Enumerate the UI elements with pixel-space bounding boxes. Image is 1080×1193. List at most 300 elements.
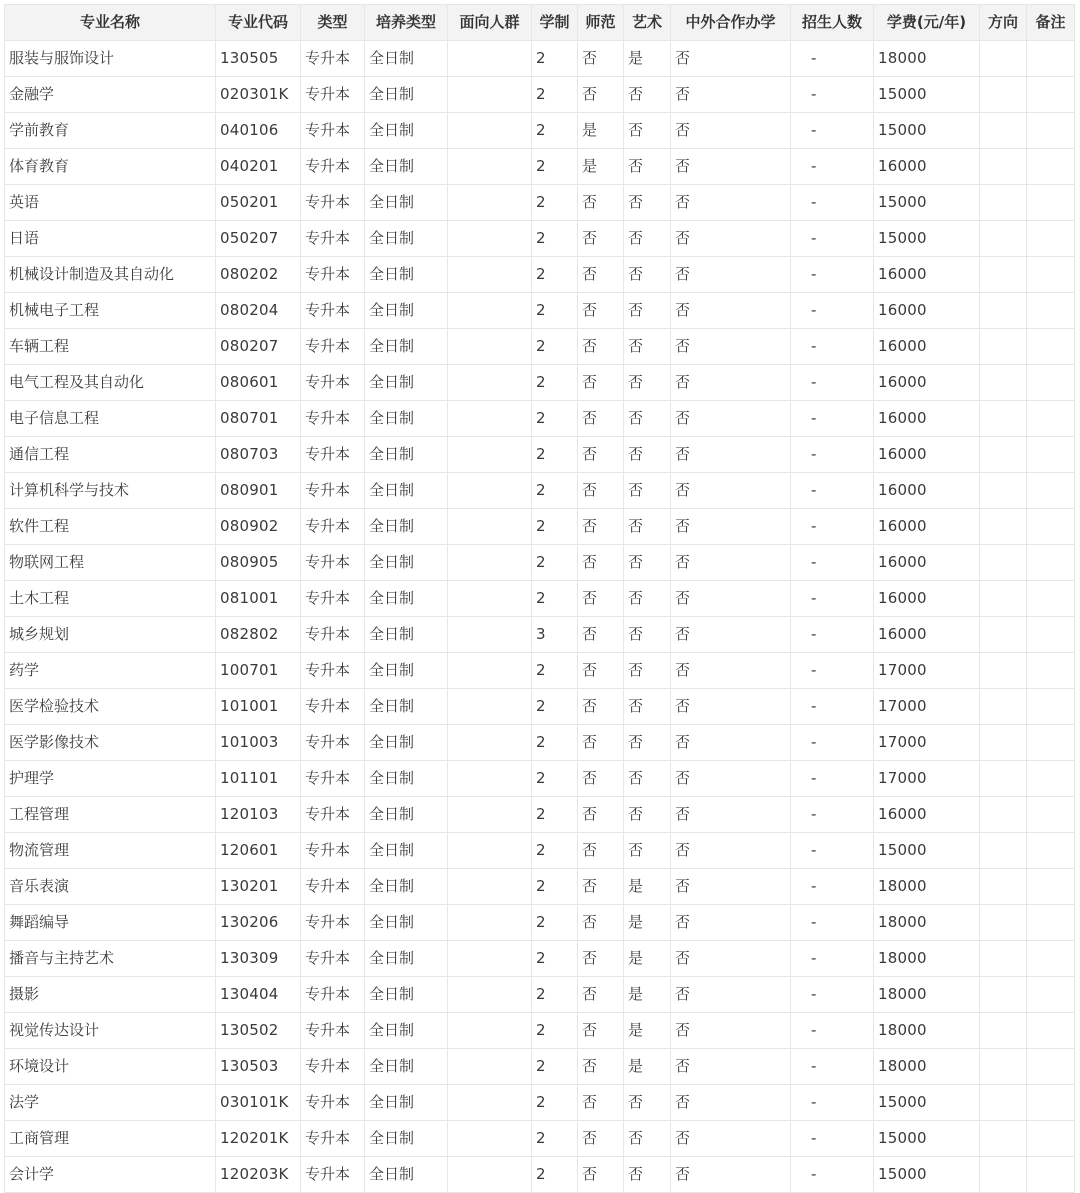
art-cell: 否 (624, 437, 671, 473)
direction-cell (980, 185, 1027, 221)
header-normal: 师范 (578, 5, 624, 41)
table-header (5, 5, 1075, 41)
major-name-cell: 电气工程及其自动化 (5, 365, 216, 401)
table-row (5, 185, 1075, 221)
direction-cell (980, 941, 1027, 977)
major-code-cell: 080601 (216, 365, 301, 401)
duration-cell: 2 (532, 833, 578, 869)
normal-cell: 否 (578, 545, 624, 581)
joint-program-cell: 否 (671, 869, 791, 905)
target-group-cell (448, 1121, 532, 1157)
table-row (5, 617, 1075, 653)
target-group-cell (448, 653, 532, 689)
remarks-cell (1027, 221, 1075, 257)
joint-program-cell: 否 (671, 1013, 791, 1049)
remarks-cell (1027, 1085, 1075, 1121)
art-cell: 否 (624, 257, 671, 293)
art-cell: 否 (624, 365, 671, 401)
direction-cell (980, 365, 1027, 401)
normal-cell: 否 (578, 797, 624, 833)
direction-cell (980, 293, 1027, 329)
duration-cell: 2 (532, 293, 578, 329)
normal-cell: 否 (578, 41, 624, 77)
target-group-cell (448, 905, 532, 941)
art-cell: 否 (624, 185, 671, 221)
enrollment-cell: - (791, 221, 874, 257)
major-name-cell: 环境设计 (5, 1049, 216, 1085)
training-type-cell: 全日制 (365, 689, 448, 725)
remarks-cell (1027, 725, 1075, 761)
remarks-cell (1027, 473, 1075, 509)
art-cell: 是 (624, 41, 671, 77)
table-body (5, 41, 1075, 1193)
enrollment-cell: - (791, 941, 874, 977)
target-group-cell (448, 761, 532, 797)
direction-cell (980, 725, 1027, 761)
target-group-cell (448, 257, 532, 293)
direction-cell (980, 689, 1027, 725)
normal-cell: 否 (578, 977, 624, 1013)
header-joint-program: 中外合作办学 (671, 5, 791, 41)
enrollment-cell: - (791, 689, 874, 725)
type-cell: 专升本 (301, 1013, 365, 1049)
major-name-cell: 学前教育 (5, 113, 216, 149)
major-name-cell: 法学 (5, 1085, 216, 1121)
remarks-cell (1027, 149, 1075, 185)
type-cell: 专升本 (301, 941, 365, 977)
target-group-cell (448, 833, 532, 869)
duration-cell: 2 (532, 473, 578, 509)
type-cell: 专升本 (301, 113, 365, 149)
target-group-cell (448, 41, 532, 77)
duration-cell: 2 (532, 365, 578, 401)
target-group-cell (448, 725, 532, 761)
major-code-cell: 120103 (216, 797, 301, 833)
type-cell: 专升本 (301, 833, 365, 869)
art-cell: 否 (624, 1121, 671, 1157)
target-group-cell (448, 329, 532, 365)
type-cell: 专升本 (301, 725, 365, 761)
major-name-cell: 计算机科学与技术 (5, 473, 216, 509)
header-art: 艺术 (624, 5, 671, 41)
type-cell: 专升本 (301, 1085, 365, 1121)
joint-program-cell: 否 (671, 509, 791, 545)
duration-cell: 2 (532, 941, 578, 977)
target-group-cell (448, 509, 532, 545)
duration-cell: 2 (532, 725, 578, 761)
remarks-cell (1027, 905, 1075, 941)
type-cell: 专升本 (301, 761, 365, 797)
target-group-cell (448, 1085, 532, 1121)
header-remarks: 备注 (1027, 5, 1075, 41)
training-type-cell: 全日制 (365, 509, 448, 545)
art-cell: 否 (624, 401, 671, 437)
duration-cell: 2 (532, 149, 578, 185)
joint-program-cell: 否 (671, 653, 791, 689)
target-group-cell (448, 149, 532, 185)
target-group-cell (448, 977, 532, 1013)
tuition-cell: 18000 (874, 941, 980, 977)
tuition-cell: 18000 (874, 905, 980, 941)
table-row (5, 221, 1075, 257)
type-cell: 专升本 (301, 1157, 365, 1193)
target-group-cell (448, 365, 532, 401)
header-enrollment: 招生人数 (791, 5, 874, 41)
joint-program-cell: 否 (671, 797, 791, 833)
joint-program-cell: 否 (671, 329, 791, 365)
type-cell: 专升本 (301, 437, 365, 473)
normal-cell: 否 (578, 293, 624, 329)
major-code-cell: 081001 (216, 581, 301, 617)
header-major-name: 专业名称 (5, 5, 216, 41)
major-name-cell: 舞蹈编导 (5, 905, 216, 941)
joint-program-cell: 否 (671, 761, 791, 797)
duration-cell: 2 (532, 689, 578, 725)
tuition-cell: 16000 (874, 365, 980, 401)
direction-cell (980, 581, 1027, 617)
art-cell: 否 (624, 833, 671, 869)
major-name-cell: 会计学 (5, 1157, 216, 1193)
target-group-cell (448, 941, 532, 977)
normal-cell: 否 (578, 185, 624, 221)
enrollment-cell: - (791, 365, 874, 401)
enrollment-cell: - (791, 77, 874, 113)
enrollment-cell: - (791, 509, 874, 545)
joint-program-cell: 否 (671, 833, 791, 869)
table-row (5, 797, 1075, 833)
joint-program-cell: 否 (671, 113, 791, 149)
direction-cell (980, 1013, 1027, 1049)
type-cell: 专升本 (301, 977, 365, 1013)
remarks-cell (1027, 401, 1075, 437)
table-row (5, 365, 1075, 401)
header-row (5, 5, 1075, 41)
type-cell: 专升本 (301, 509, 365, 545)
art-cell: 否 (624, 329, 671, 365)
enrollment-cell: - (791, 257, 874, 293)
tuition-cell: 16000 (874, 617, 980, 653)
major-code-cell: 080701 (216, 401, 301, 437)
training-type-cell: 全日制 (365, 437, 448, 473)
enrollment-cell: - (791, 545, 874, 581)
art-cell: 否 (624, 113, 671, 149)
remarks-cell (1027, 437, 1075, 473)
target-group-cell (448, 1013, 532, 1049)
joint-program-cell: 否 (671, 1085, 791, 1121)
tuition-cell: 15000 (874, 1085, 980, 1121)
joint-program-cell: 否 (671, 941, 791, 977)
major-code-cell: 100701 (216, 653, 301, 689)
direction-cell (980, 509, 1027, 545)
joint-program-cell: 否 (671, 977, 791, 1013)
target-group-cell (448, 1157, 532, 1193)
training-type-cell: 全日制 (365, 473, 448, 509)
table-row (5, 833, 1075, 869)
remarks-cell (1027, 1049, 1075, 1085)
enrollment-cell: - (791, 113, 874, 149)
direction-cell (980, 113, 1027, 149)
enrollment-cell: - (791, 833, 874, 869)
type-cell: 专升本 (301, 689, 365, 725)
tuition-cell: 15000 (874, 833, 980, 869)
target-group-cell (448, 689, 532, 725)
training-type-cell: 全日制 (365, 833, 448, 869)
art-cell: 是 (624, 941, 671, 977)
major-code-cell: 080207 (216, 329, 301, 365)
direction-cell (980, 617, 1027, 653)
joint-program-cell: 否 (671, 365, 791, 401)
tuition-cell: 18000 (874, 41, 980, 77)
target-group-cell (448, 113, 532, 149)
major-name-cell: 软件工程 (5, 509, 216, 545)
major-name-cell: 机械设计制造及其自动化 (5, 257, 216, 293)
direction-cell (980, 869, 1027, 905)
major-name-cell: 音乐表演 (5, 869, 216, 905)
target-group-cell (448, 221, 532, 257)
enrollment-cell: - (791, 1121, 874, 1157)
direction-cell (980, 473, 1027, 509)
target-group-cell (448, 473, 532, 509)
type-cell: 专升本 (301, 1049, 365, 1085)
major-name-cell: 工程管理 (5, 797, 216, 833)
header-major-code: 专业代码 (216, 5, 301, 41)
art-cell: 否 (624, 797, 671, 833)
enrollment-cell: - (791, 401, 874, 437)
major-code-cell: 080202 (216, 257, 301, 293)
tuition-cell: 16000 (874, 473, 980, 509)
tuition-cell: 16000 (874, 581, 980, 617)
direction-cell (980, 833, 1027, 869)
header-duration: 学制 (532, 5, 578, 41)
training-type-cell: 全日制 (365, 761, 448, 797)
target-group-cell (448, 1049, 532, 1085)
duration-cell: 2 (532, 1013, 578, 1049)
remarks-cell (1027, 941, 1075, 977)
normal-cell: 否 (578, 581, 624, 617)
training-type-cell: 全日制 (365, 797, 448, 833)
target-group-cell (448, 617, 532, 653)
duration-cell: 2 (532, 1157, 578, 1193)
tuition-cell: 16000 (874, 293, 980, 329)
major-code-cell: 130502 (216, 1013, 301, 1049)
tuition-cell: 15000 (874, 1157, 980, 1193)
type-cell: 专升本 (301, 545, 365, 581)
enrollment-cell: - (791, 905, 874, 941)
normal-cell: 否 (578, 653, 624, 689)
direction-cell (980, 797, 1027, 833)
art-cell: 是 (624, 905, 671, 941)
remarks-cell (1027, 761, 1075, 797)
joint-program-cell: 否 (671, 1121, 791, 1157)
enrollment-cell: - (791, 1049, 874, 1085)
enrollment-cell: - (791, 869, 874, 905)
type-cell: 专升本 (301, 221, 365, 257)
tuition-cell: 18000 (874, 1013, 980, 1049)
major-code-cell: 040106 (216, 113, 301, 149)
duration-cell: 2 (532, 437, 578, 473)
tuition-cell: 16000 (874, 797, 980, 833)
enrollment-cell: - (791, 437, 874, 473)
joint-program-cell: 否 (671, 77, 791, 113)
training-type-cell: 全日制 (365, 293, 448, 329)
joint-program-cell: 否 (671, 293, 791, 329)
normal-cell: 否 (578, 617, 624, 653)
direction-cell (980, 77, 1027, 113)
table-row (5, 941, 1075, 977)
art-cell: 是 (624, 1013, 671, 1049)
training-type-cell: 全日制 (365, 365, 448, 401)
major-name-cell: 机械电子工程 (5, 293, 216, 329)
enrollment-cell: - (791, 41, 874, 77)
target-group-cell (448, 437, 532, 473)
direction-cell (980, 401, 1027, 437)
table-row (5, 401, 1075, 437)
art-cell: 否 (624, 617, 671, 653)
header-target-group: 面向人群 (448, 5, 532, 41)
major-name-cell: 日语 (5, 221, 216, 257)
major-code-cell: 080902 (216, 509, 301, 545)
duration-cell: 2 (532, 797, 578, 833)
header-training-type: 培养类型 (365, 5, 448, 41)
normal-cell: 否 (578, 77, 624, 113)
type-cell: 专升本 (301, 365, 365, 401)
header-direction: 方向 (980, 5, 1027, 41)
remarks-cell (1027, 617, 1075, 653)
enrollment-cell: - (791, 977, 874, 1013)
art-cell: 否 (624, 725, 671, 761)
table-row (5, 41, 1075, 77)
type-cell: 专升本 (301, 77, 365, 113)
training-type-cell: 全日制 (365, 653, 448, 689)
training-type-cell: 全日制 (365, 1121, 448, 1157)
duration-cell: 2 (532, 329, 578, 365)
direction-cell (980, 905, 1027, 941)
major-code-cell: 030101K (216, 1085, 301, 1121)
type-cell: 专升本 (301, 329, 365, 365)
art-cell: 否 (624, 473, 671, 509)
table-row (5, 113, 1075, 149)
major-code-cell: 101003 (216, 725, 301, 761)
table-row (5, 545, 1075, 581)
duration-cell: 2 (532, 509, 578, 545)
major-name-cell: 电子信息工程 (5, 401, 216, 437)
duration-cell: 2 (532, 401, 578, 437)
target-group-cell (448, 185, 532, 221)
art-cell: 否 (624, 509, 671, 545)
duration-cell: 2 (532, 761, 578, 797)
major-name-cell: 播音与主持艺术 (5, 941, 216, 977)
training-type-cell: 全日制 (365, 617, 448, 653)
major-name-cell: 土木工程 (5, 581, 216, 617)
major-code-cell: 130505 (216, 41, 301, 77)
table-row (5, 149, 1075, 185)
tuition-cell: 18000 (874, 977, 980, 1013)
joint-program-cell: 否 (671, 185, 791, 221)
art-cell: 是 (624, 869, 671, 905)
major-code-cell: 080905 (216, 545, 301, 581)
training-type-cell: 全日制 (365, 941, 448, 977)
major-name-cell: 护理学 (5, 761, 216, 797)
target-group-cell (448, 869, 532, 905)
duration-cell: 2 (532, 41, 578, 77)
target-group-cell (448, 77, 532, 113)
direction-cell (980, 41, 1027, 77)
training-type-cell: 全日制 (365, 257, 448, 293)
major-name-cell: 视觉传达设计 (5, 1013, 216, 1049)
tuition-cell: 16000 (874, 257, 980, 293)
type-cell: 专升本 (301, 869, 365, 905)
duration-cell: 2 (532, 185, 578, 221)
art-cell: 否 (624, 221, 671, 257)
duration-cell: 2 (532, 77, 578, 113)
tuition-cell: 17000 (874, 689, 980, 725)
table-row (5, 977, 1075, 1013)
type-cell: 专升本 (301, 257, 365, 293)
remarks-cell (1027, 329, 1075, 365)
type-cell: 专升本 (301, 653, 365, 689)
type-cell: 专升本 (301, 401, 365, 437)
normal-cell: 否 (578, 221, 624, 257)
remarks-cell (1027, 113, 1075, 149)
type-cell: 专升本 (301, 185, 365, 221)
joint-program-cell: 否 (671, 1157, 791, 1193)
joint-program-cell: 否 (671, 257, 791, 293)
remarks-cell (1027, 1121, 1075, 1157)
tuition-cell: 16000 (874, 437, 980, 473)
table-row (5, 437, 1075, 473)
joint-program-cell: 否 (671, 149, 791, 185)
type-cell: 专升本 (301, 473, 365, 509)
tuition-cell: 16000 (874, 509, 980, 545)
table-row (5, 581, 1075, 617)
duration-cell: 2 (532, 581, 578, 617)
duration-cell: 2 (532, 545, 578, 581)
table-row (5, 761, 1075, 797)
major-code-cell: 020301K (216, 77, 301, 113)
major-name-cell: 医学检验技术 (5, 689, 216, 725)
type-cell: 专升本 (301, 1121, 365, 1157)
tuition-cell: 15000 (874, 185, 980, 221)
training-type-cell: 全日制 (365, 1049, 448, 1085)
remarks-cell (1027, 41, 1075, 77)
major-code-cell: 120601 (216, 833, 301, 869)
table-row (5, 725, 1075, 761)
training-type-cell: 全日制 (365, 1013, 448, 1049)
major-name-cell: 金融学 (5, 77, 216, 113)
training-type-cell: 全日制 (365, 401, 448, 437)
training-type-cell: 全日制 (365, 1157, 448, 1193)
type-cell: 专升本 (301, 293, 365, 329)
tuition-cell: 17000 (874, 653, 980, 689)
duration-cell: 2 (532, 1121, 578, 1157)
normal-cell: 否 (578, 1157, 624, 1193)
tuition-cell: 16000 (874, 149, 980, 185)
art-cell: 否 (624, 545, 671, 581)
art-cell: 否 (624, 1085, 671, 1121)
direction-cell (980, 149, 1027, 185)
duration-cell: 2 (532, 221, 578, 257)
major-code-cell: 130201 (216, 869, 301, 905)
training-type-cell: 全日制 (365, 977, 448, 1013)
major-code-cell: 101101 (216, 761, 301, 797)
direction-cell (980, 653, 1027, 689)
art-cell: 否 (624, 689, 671, 725)
target-group-cell (448, 293, 532, 329)
table-row (5, 77, 1075, 113)
table-row (5, 905, 1075, 941)
major-name-cell: 城乡规划 (5, 617, 216, 653)
training-type-cell: 全日制 (365, 869, 448, 905)
